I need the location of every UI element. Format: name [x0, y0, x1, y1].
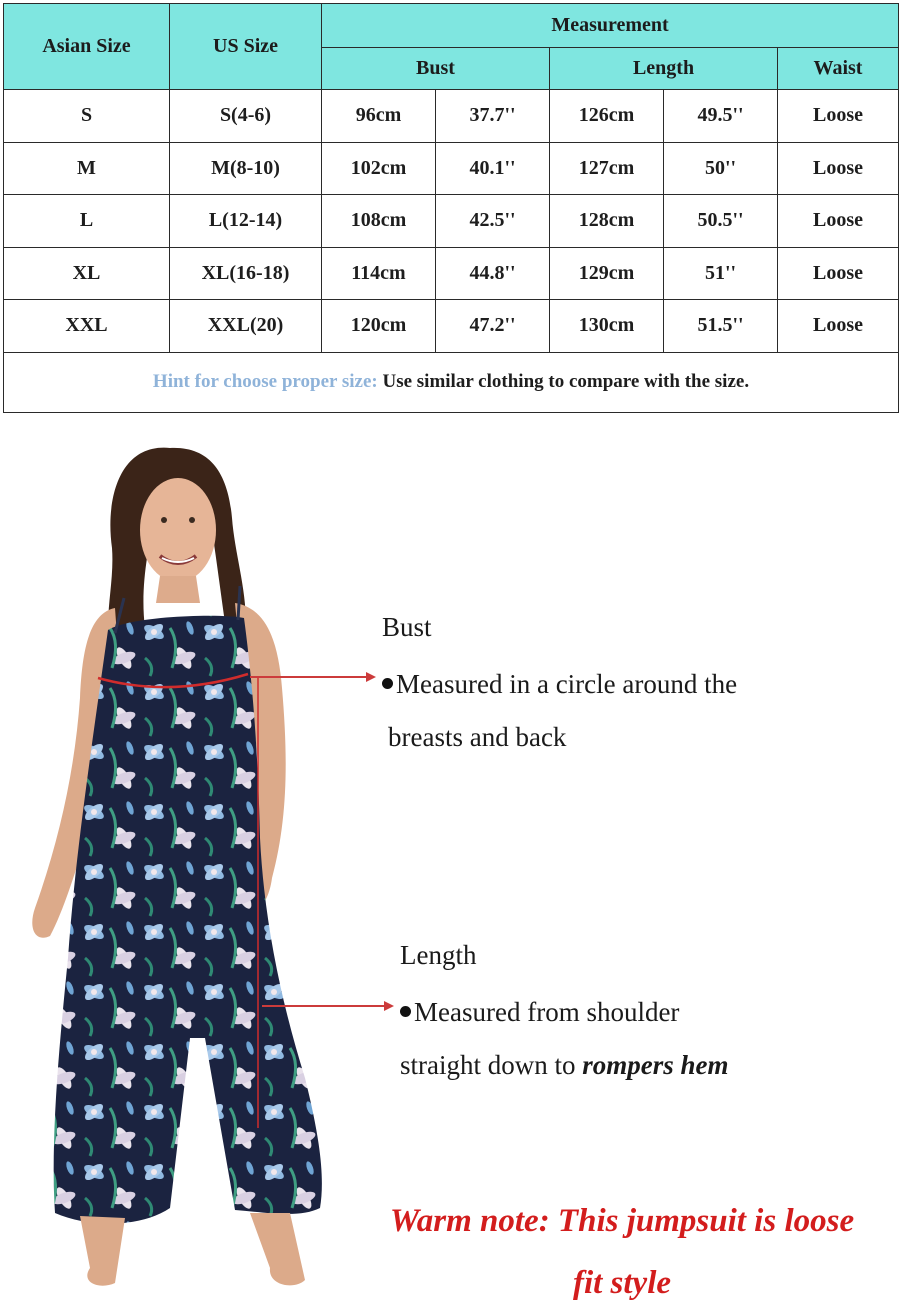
header-waist: Waist [778, 48, 899, 90]
length-pointer-line [262, 1005, 386, 1007]
waist-cell: Loose [778, 90, 899, 143]
waist-cell: Loose [778, 300, 899, 353]
length-desc-emphasis: rompers hem [582, 1050, 729, 1080]
length-cm-cell: 129cm [550, 247, 664, 300]
table-row [4, 142, 899, 195]
length-in-cell: 50.5'' [664, 195, 778, 248]
header-measurement: Measurement [322, 4, 899, 48]
asian-size-cell: XL [4, 247, 170, 300]
bullet-icon [382, 678, 393, 689]
length-pointer-arrow [384, 1001, 394, 1011]
length-cm-cell: 130cm [550, 300, 664, 353]
table-row [4, 90, 899, 143]
length-desc-line1: Measured from shoulder [414, 997, 680, 1027]
length-in-cell: 51'' [664, 247, 778, 300]
bust-callout-title: Bust [382, 612, 432, 642]
size-chart-table [3, 3, 899, 413]
length-desc-line2: straight down to [400, 1050, 583, 1080]
us-size-cell: L(12-14) [170, 195, 322, 248]
bust-in-cell: 37.7'' [436, 90, 550, 143]
waist-cell: Loose [778, 142, 899, 195]
bust-desc-line1: Measured in a circle around the [396, 669, 738, 699]
bust-desc-line2: breasts and back [388, 722, 567, 752]
bust-cm-cell: 114cm [322, 247, 436, 300]
hint-row [4, 352, 899, 412]
warm-note-line2: fit style [572, 1265, 672, 1301]
length-in-cell: 50'' [664, 142, 778, 195]
waist-cell: Loose [778, 195, 899, 248]
bust-pointer-line [250, 676, 368, 678]
us-size-cell: XL(16-18) [170, 247, 322, 300]
bust-cm-cell: 120cm [322, 300, 436, 353]
length-cm-cell: 126cm [550, 90, 664, 143]
hint-text: Use similar clothing to compare with the size. [377, 371, 750, 392]
length-cm-cell: 128cm [550, 195, 664, 248]
asian-size-cell: M [4, 142, 170, 195]
us-size-cell: M(8-10) [170, 142, 322, 195]
bust-pointer-arrow [366, 672, 376, 682]
length-callout-description [400, 986, 729, 1092]
model-photo [20, 438, 370, 1300]
bust-cm-cell: 96cm [322, 90, 436, 143]
bust-in-cell: 44.8'' [436, 247, 550, 300]
size-hint [4, 352, 899, 412]
bust-in-cell: 42.5'' [436, 195, 550, 248]
waist-cell: Loose [778, 247, 899, 300]
bullet-icon [400, 1006, 411, 1017]
length-in-cell: 49.5'' [664, 90, 778, 143]
header-length: Length [550, 48, 778, 90]
length-in-cell: 51.5'' [664, 300, 778, 353]
bust-cm-cell: 108cm [322, 195, 436, 248]
header-bust: Bust [322, 48, 550, 90]
us-size-cell: XXL(20) [170, 300, 322, 353]
asian-size-cell: XXL [4, 300, 170, 353]
header-asian-size: Asian Size [4, 4, 170, 90]
bust-callout-description [382, 658, 737, 764]
table-row [4, 300, 899, 353]
us-size-cell: S(4-6) [170, 90, 322, 143]
hint-label: Hint for choose proper size: [152, 371, 378, 392]
length-cm-cell: 127cm [550, 142, 664, 195]
warm-note-line1: Warm note: This jumpsuit is loose [389, 1203, 855, 1239]
asian-size-cell: S [4, 90, 170, 143]
length-callout-title: Length [400, 940, 477, 970]
bust-in-cell: 40.1'' [436, 142, 550, 195]
asian-size-cell: L [4, 195, 170, 248]
table-row [4, 195, 899, 248]
table-row [4, 247, 899, 300]
bust-in-cell: 47.2'' [436, 300, 550, 353]
bust-cm-cell: 102cm [322, 142, 436, 195]
warm-note [362, 1190, 882, 1305]
header-us-size: US Size [170, 4, 322, 90]
